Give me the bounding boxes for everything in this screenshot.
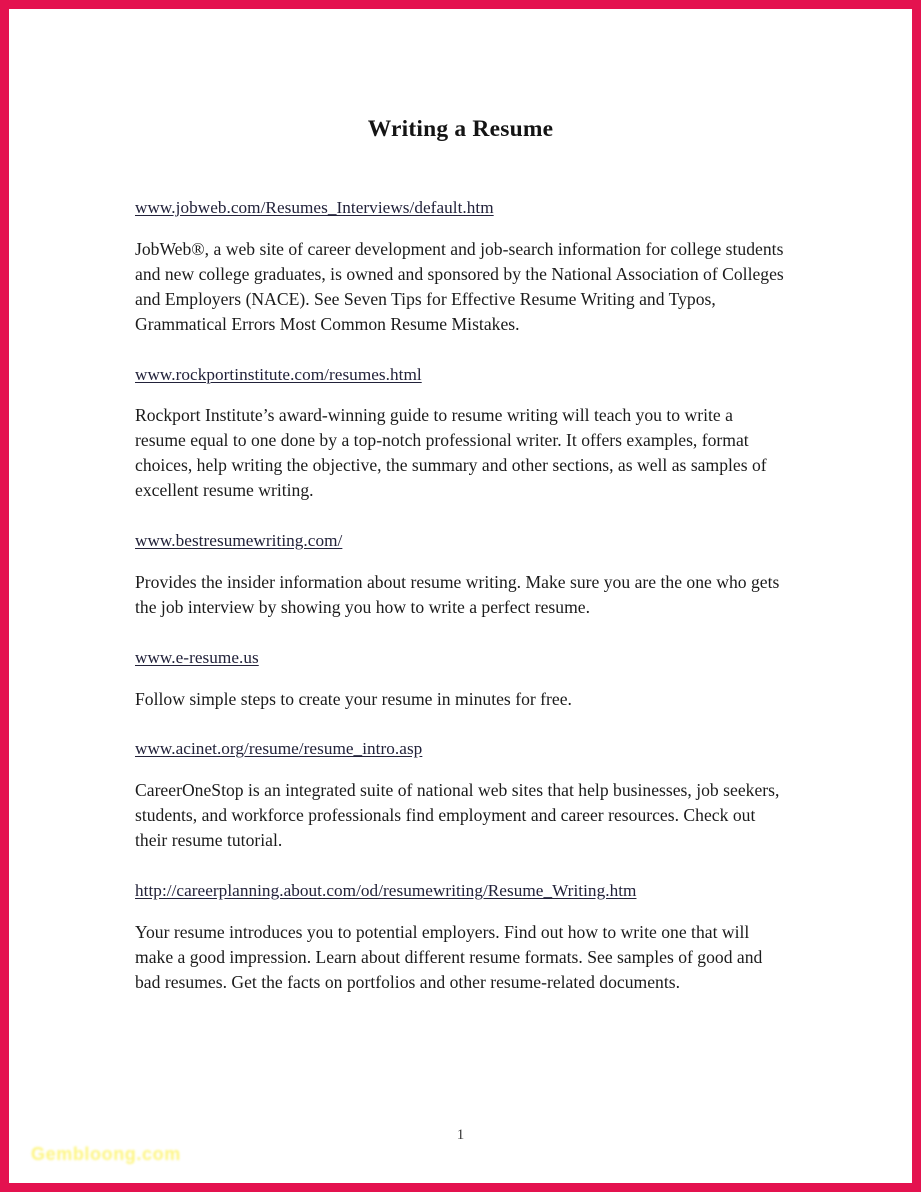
resource-entry bbox=[135, 738, 787, 853]
resource-description: Provides the insider information about resume writing. Make sure you are the one who gets the job interview by showing you how to write a perfect resume. bbox=[135, 571, 780, 617]
resource-description: JobWeb®, a web site of career development and job-search information for college students and new college graduates, is owned and sponsored by the National Association of Colleges and Employers (NACE). See Seven Tips for Effective Resume Writing and Typos, Grammatical Errors Most Common Resume Mistakes. bbox=[135, 238, 784, 334]
resource-link-acinet[interactable]: www.acinet.org/resume/resume_intro.asp bbox=[135, 739, 423, 759]
resource-link-rockportinstitute[interactable]: www.rockportinstitute.com/resumes.html bbox=[135, 364, 422, 384]
resource-link-bestresumewriting[interactable]: www.bestresumewriting.com/ bbox=[135, 531, 343, 551]
resource-description: Your resume introduces you to potential employers. Find out how to write one that will make a good impression. Learn about different resume formats. See samples of good and bad resumes. Get the facts on portfolios and other resume-related documents. bbox=[135, 921, 763, 992]
resource-description: Rockport Institute’s award-winning guide to resume writing will teach you to write a resume equal to one done by a top-notch professional writer. It offers examples, format choices, help writing the objective, the summary and other sections, as well as samples of excellent resume writing. bbox=[135, 405, 767, 501]
resource-link-e-resume[interactable]: www.e-resume.us bbox=[135, 647, 259, 667]
resource-link-jobweb[interactable]: www.jobweb.com/Resumes_Interviews/default.htm bbox=[135, 198, 494, 217]
resource-link-careerplanning[interactable]: http://careerplanning.about.com/od/resumewriting/Resume_Writing.htm bbox=[135, 881, 637, 901]
resource-entry bbox=[135, 197, 787, 337]
resource-list bbox=[135, 197, 787, 1022]
document-sheet bbox=[9, 9, 912, 1183]
resource-description: Follow simple steps to create your resume in minutes for free. bbox=[135, 688, 572, 709]
resource-entry bbox=[135, 647, 787, 712]
resource-entry bbox=[135, 880, 787, 995]
watermark-text: Gembloong.com bbox=[31, 1144, 181, 1164]
page-number: 1 bbox=[456, 1127, 465, 1143]
page-title: Writing a Resume bbox=[367, 116, 554, 142]
resource-entry bbox=[135, 530, 787, 620]
resource-description: CareerOneStop is an integrated suite of national web sites that help businesses, job seekers, students, and workforce professionals find employment and career resources. Check out their resume tutorial. bbox=[135, 780, 780, 851]
resource-entry bbox=[135, 364, 787, 504]
